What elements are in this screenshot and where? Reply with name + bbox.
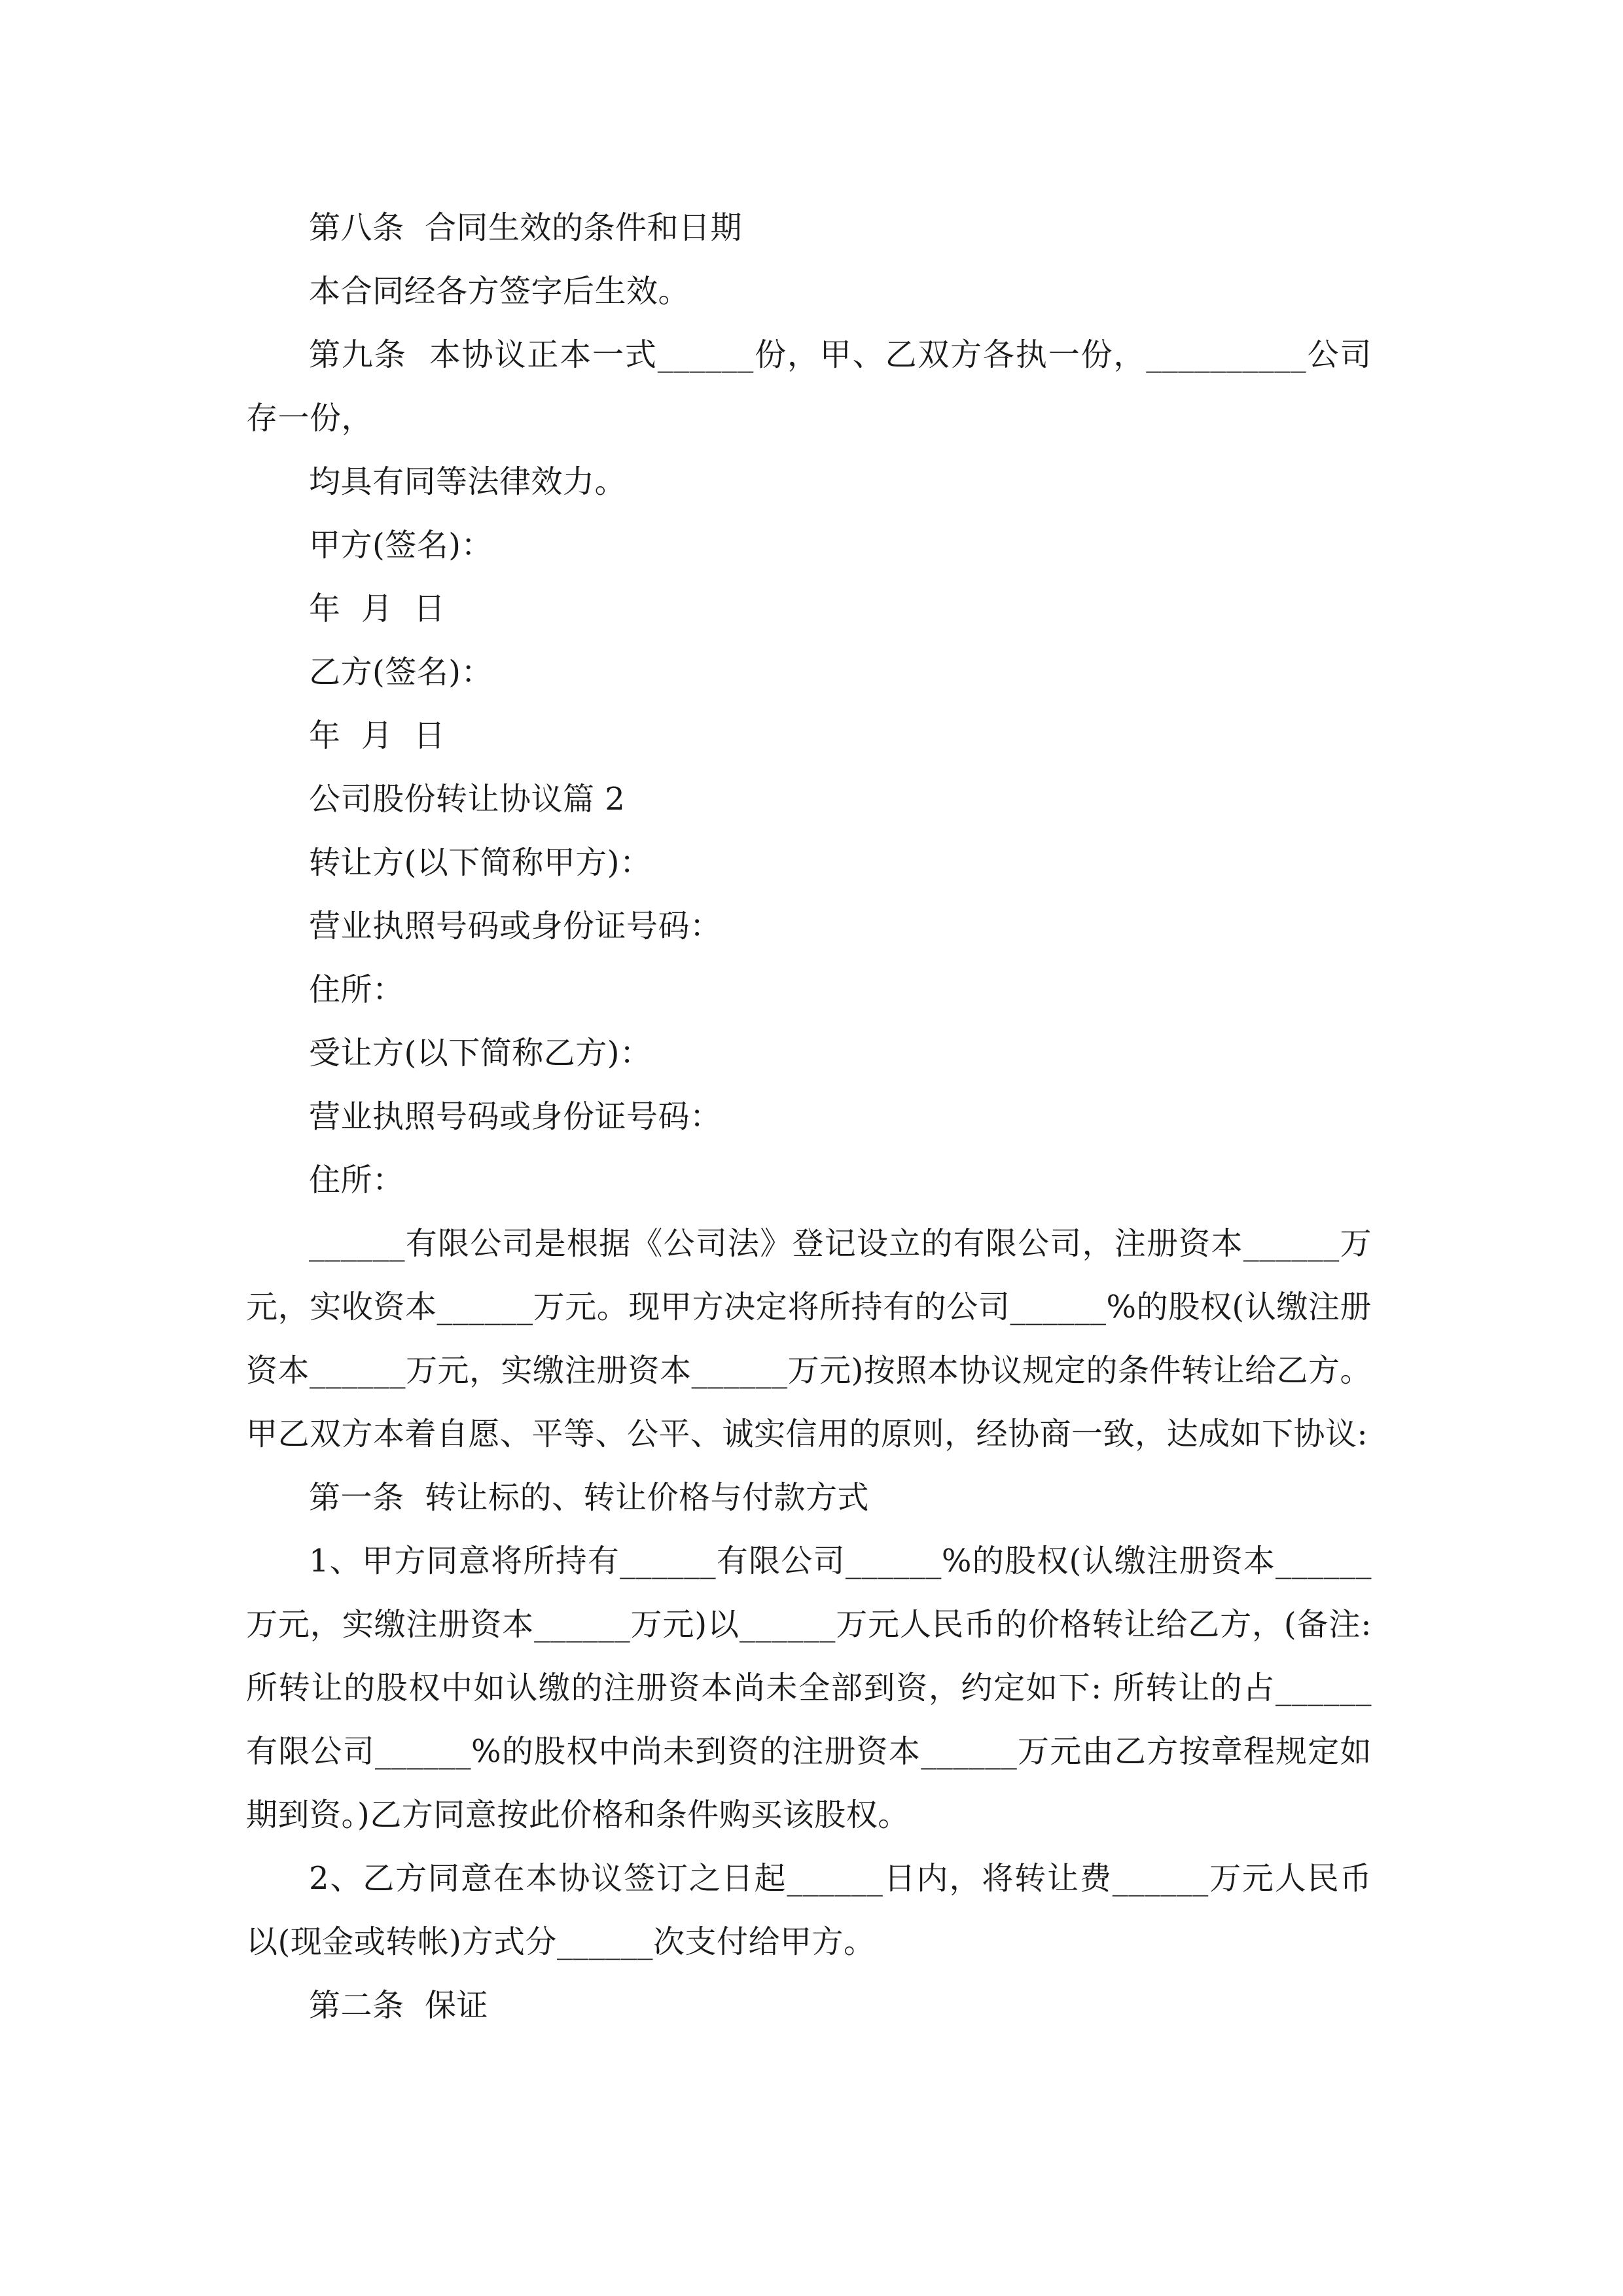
section-title: 公司股份转让协议篇 2 xyxy=(309,781,626,817)
party-b-date-label: 年 月 日 xyxy=(309,717,446,754)
article-1-clause-1: 1、甲方同意将所持有______有限公司______%的股权(认缴注册资本______万元，实缴注册资本______万元)以______万元人民币的价格转让给乙方，(备注:所转让的股权中如认缴的注册资本尚未全部到资，约定如下: 所转让的占______有限公司______%的股权中尚未到资的注册资本______万元由乙方按章程规定如期到资。)乙方同意按此价格和条件购买该股权。 xyxy=(246,1543,1372,1833)
article-8-heading: 第八条 合同生效的条件和日期 xyxy=(309,209,743,246)
transferor-address-label: 住所： xyxy=(309,971,404,1008)
transferor-license-label: 营业执照号码或身份证号码： xyxy=(309,908,722,944)
transferee-license-label: 营业执照号码或身份证号码： xyxy=(309,1098,722,1135)
transferee-address-label: 住所： xyxy=(309,1162,404,1198)
article-9-validity: 均具有同等法律效力。 xyxy=(309,463,627,500)
document-page xyxy=(246,196,1372,2037)
party-b-signature-label: 乙方(签名)： xyxy=(309,654,493,691)
article-9-body: 第九条 本协议正本一式______份，甲、乙双方各执一份，__________公司存一份， xyxy=(246,336,1372,437)
article-2-heading: 第二条 保证 xyxy=(309,1987,489,2024)
transferee-label: 受让方(以下简称乙方)： xyxy=(309,1035,652,1071)
party-a-signature-label: 甲方(签名)： xyxy=(309,527,493,564)
party-a-date-label: 年 月 日 xyxy=(309,590,446,627)
preamble-paragraph: ______有限公司是根据《公司法》登记设立的有限公司，注册资本______万元，实收资本______万元。现甲方决定将所持有的公司______%的股权(认缴注册资本______万元，实缴注册资本______万元)按照本协议规定的条件转让给乙方。甲乙双方本着自愿、平等、公平、诚实信用的原则，经协商一致，达成如下协议: xyxy=(246,1225,1372,1452)
article-1-clause-2: 2、乙方同意在本协议签订之日起______日内，将转让费______万元人民币以(现金或转帐)方式分______次支付给甲方。 xyxy=(246,1860,1372,1960)
article-8-body: 本合同经各方签字后生效。 xyxy=(309,273,690,310)
transferor-label: 转让方(以下简称甲方)： xyxy=(309,844,652,881)
article-1-heading: 第一条 转让标的、转让价格与付款方式 xyxy=(309,1479,870,1516)
